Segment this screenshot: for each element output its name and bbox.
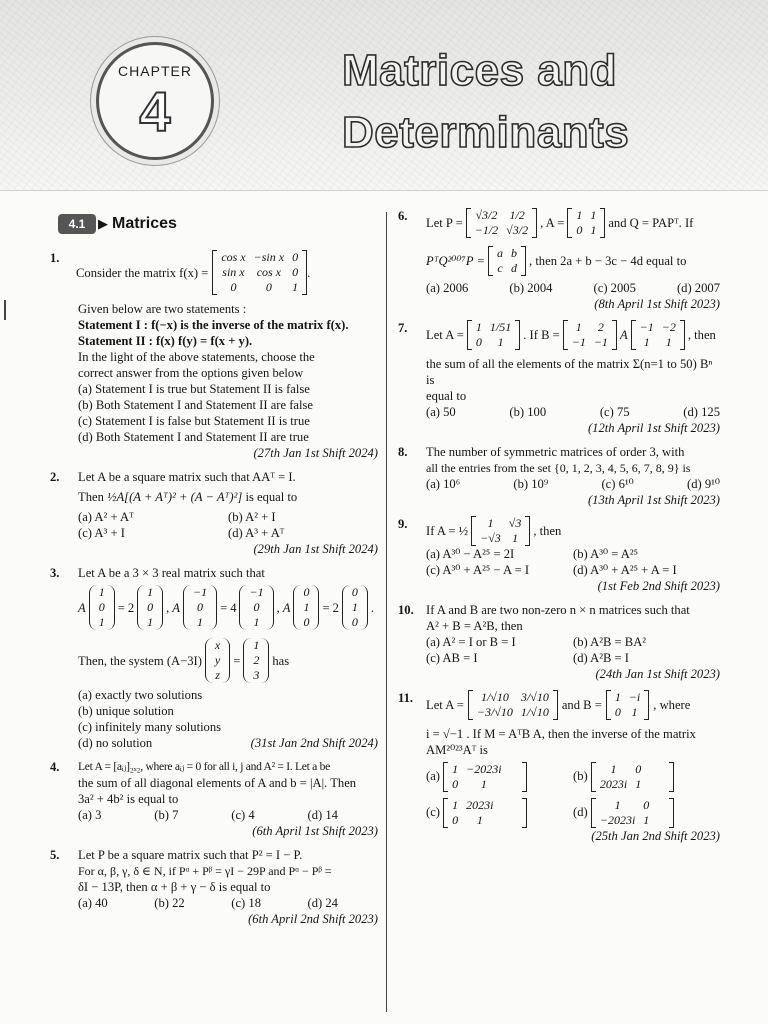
chapter-title-line1: Matrices and (342, 46, 617, 95)
question-text: is equal to (245, 490, 298, 504)
margin-mark (4, 300, 6, 320)
option-c: (c) infinitely many solutions (78, 720, 222, 734)
question-text: If A = ½ (426, 524, 469, 538)
option-a: (a) exactly two solutions (78, 688, 203, 702)
question-text: The number of symmetric matrices of order 3, with (426, 445, 685, 459)
matrix-B2: −1 −2 1 1 (631, 320, 685, 350)
question-text: Let A = [aᵢⱼ]₂ₓ₂, where aᵢⱼ = 0 for all i, j and A² = I. Let a be (78, 760, 330, 773)
question-1: 1. Consider the matrix f(x) = cos x −sin x 0 sin x cos x 0 0 0 1 . Given below are two statements : Statement I : f(−x) is the inverse of the matrix f(x). Statement II : f(x) f(y) = f(x + y). In the light of the above statements, choose the correct answer from the options given below (a) Statement I is true but Statement II is false (b) Both Statement I and Statement II are false (c) Statement I is false but Statement II is true (d) Both Statement I and Statement II are true (27th Jan 1st Shift 2024) (50, 250, 378, 460)
question-text: Let A = (426, 698, 464, 712)
option-d: (d) no solution (78, 736, 153, 750)
question-9 (398, 516, 720, 594)
option-c: (c) 1 2023i 0 1 (426, 798, 573, 828)
option-b: (b) 10⁹ (513, 477, 549, 491)
question-text: Let P be a square matrix such that P² = I − P. (78, 848, 303, 862)
left-column (50, 208, 378, 935)
column-divider (386, 212, 387, 1012)
section-badge: 4.1 (58, 214, 96, 234)
exam-source: (12th April 1st Shift 2023) (587, 421, 720, 435)
eigen-equations: A 1 0 1 = 2 1 0 1 , A −1 0 1 = 4 −1 0 1 , A 0 1 0 = 2 0 1 0 . (78, 585, 375, 629)
question-text: A² + B = A²B, then (426, 619, 523, 633)
question-8 (398, 444, 720, 508)
matrix-P: √3/2 1/2 −1/2 √3/2 (466, 208, 537, 238)
exam-source: (6th April 2nd Shift 2023) (248, 912, 378, 926)
question-number: 11. (398, 691, 414, 705)
option-d: (d) 14 (307, 808, 338, 822)
chapter-title-line2: Determinants (342, 108, 630, 157)
question-text: If A and B are two non-zero n × n matrices such that (426, 603, 690, 617)
question-7: 7. Let A = 1 1/51 0 1 . If B = 1 2 −1 −1 A −1 −2 1 1 , then the sum of all the elements of the matrix Σ(n=1 to 50) Bⁿ is equal to (a) 50 (b) 100 (c) 75 (d) 125 (12th April 1st Shift 2023) (398, 320, 720, 435)
question-text: δI − 13P, then α + β + γ − δ is equal to (78, 880, 271, 894)
question-text: equal to (426, 389, 467, 403)
question-number: 7. (398, 321, 408, 335)
question-text: , then (533, 524, 562, 538)
option-c: (c) 2005 (593, 281, 636, 295)
exam-source: (1st Feb 2nd Shift 2023) (597, 579, 720, 593)
question-number: 5. (50, 848, 60, 862)
option-d: (d) 9¹⁰ (687, 477, 720, 491)
question-text: 3a² + 4b² is equal to (78, 792, 179, 806)
exam-source: (27th Jan 1st Shift 2024) (253, 446, 378, 460)
question-number: 10. (398, 603, 414, 617)
option-d: (d) 24 (307, 896, 338, 910)
matrix-A: 1 1 0 1 (567, 208, 605, 238)
option-d: (d) 1 0 −2023i 1 (573, 798, 720, 828)
question-text: i = √−1 . If M = AᵀB A, then the inverse of the matrix (426, 727, 696, 741)
matrix-A: 1/√10 3/√10 −3/√10 1/√10 (468, 690, 558, 720)
option-a: (a) 40 (78, 896, 108, 910)
chapter-badge (96, 42, 214, 160)
option-a: (a) A³⁰ − A²⁵ = 2I (426, 547, 515, 561)
option-a: (a) 50 (426, 405, 456, 419)
option-a: (a) 1 −2023i 0 1 (426, 762, 573, 792)
option-c: (c) 6¹⁰ (601, 477, 634, 491)
question-text: the sum of all the elements of the matrix Σ(n=1 to 50) Bⁿ is (426, 357, 713, 387)
matrix-fx: cos x −sin x 0 sin x cos x 0 0 0 1 (212, 250, 307, 295)
question-text: AM²⁰²³Aᵀ is (426, 743, 488, 757)
option-d: (d) 125 (683, 405, 720, 419)
option-a: (a) Statement I is true but Statement II is false (78, 382, 310, 396)
option-c: (c) AB = I (426, 651, 478, 665)
question-text: . If B = (523, 328, 560, 342)
matrix-A: 1 √3 −√3 1 (471, 516, 530, 546)
system-equation: Then, the system (A−3I) x y z = 1 2 3 has (78, 638, 290, 682)
option-d: (d) A²B = I (573, 651, 630, 665)
question-number: 1. (50, 251, 60, 265)
question-number: 3. (50, 566, 60, 580)
option-c: (c) 4 (231, 808, 255, 822)
question-text: In the light of the above statements, choose the (78, 350, 315, 364)
section-title: Matrices (112, 215, 177, 232)
exam-source: (8th April 1st Shift 2023) (594, 297, 720, 311)
option-b: (b) 22 (154, 896, 185, 910)
exam-source: (31st Jan 2nd Shift 2024) (250, 736, 378, 750)
option-c: (c) 18 (231, 896, 261, 910)
question-text: , then (687, 328, 716, 342)
expression: ½A[(A + Aᵀ)² + (A − Aᵀ)²] (107, 490, 243, 504)
matrix-A: 1 1/51 0 1 (467, 320, 520, 350)
question-5 (50, 847, 378, 927)
question-text: and Q = PAPᵀ. If (608, 216, 694, 230)
question-text: , then 2a + b − 3c − 4d equal to (529, 254, 687, 268)
matrix-B: 1 −i 0 1 (606, 690, 649, 720)
play-arrow-icon: ▶ (98, 216, 108, 231)
question-text: Let A be a 3 × 3 real matrix such that (78, 566, 265, 580)
question-text: For α, β, γ, δ ∈ N, if Pᵅ + Pᵝ = γI − 29P and Pᵅ − Pᵝ = (78, 864, 332, 878)
question-text: has (272, 653, 290, 668)
option-b: (b) A³⁰ = A²⁵ (573, 547, 639, 561)
right-column (400, 208, 720, 852)
chapter-number: 4 (139, 80, 171, 143)
option-c: (c) A³⁰ + A²⁵ − A = I (426, 563, 530, 577)
option-b: (b) 100 (509, 405, 547, 419)
question-number: 9. (398, 517, 408, 531)
question-text: Let P = (426, 216, 463, 230)
question-text: , A = (540, 216, 565, 230)
statement-2: Statement II : f(x) f(y) = f(x + y). (78, 334, 253, 348)
question-text: correct answer from the options given below (78, 366, 304, 380)
question-text: , where (653, 698, 691, 712)
matrix-abcd: a b c d (488, 246, 526, 276)
question-text: PᵀQ²⁰⁰⁷P = (426, 254, 486, 268)
option-a: (a) 2006 (426, 281, 469, 295)
question-4 (50, 759, 378, 839)
chapter-label: CHAPTER (118, 63, 192, 79)
question-10 (398, 602, 720, 682)
question-2 (50, 469, 378, 557)
option-a: (a) 3 (78, 808, 102, 822)
option-b: (b) 2004 (509, 281, 553, 295)
question-text: Given below are two statements : (78, 302, 247, 316)
exam-source: (6th April 1st Shift 2023) (252, 824, 378, 838)
question-number: 4. (50, 760, 60, 774)
exam-source: (13th April 1st Shift 2023) (587, 493, 720, 507)
option-a: (a) A² = I or B = I (426, 635, 516, 649)
option-b: (b) A² + I (228, 510, 276, 524)
option-a: (a) 10⁶ (426, 477, 461, 491)
option-d: (d) A³⁰ + A²⁵ + A = I (573, 563, 677, 577)
question-text: the sum of all diagonal elements of A and b = |A|. Then (78, 776, 357, 790)
option-c: (c) Statement I is false but Statement II is true (78, 414, 310, 428)
exam-source: (29th Jan 1st Shift 2024) (253, 542, 378, 556)
question-number: 2. (50, 470, 60, 484)
option-a: (a) A² + Aᵀ (78, 510, 134, 524)
question-number: 8. (398, 445, 408, 459)
question-text: Then, the system (A−3I) (78, 653, 202, 668)
question-text: all the entries from the set {0, 1, 2, 3, 4, 5, 6, 7, 8, 9} is (426, 461, 691, 475)
statement-1: Statement I : f(−x) is the inverse of the matrix f(x). (78, 318, 349, 332)
matrix-B1: 1 2 −1 −1 (563, 320, 617, 350)
option-d: (d) A³ + Aᵀ (228, 526, 285, 540)
section-heading (58, 214, 378, 234)
option-d: (d) 2007 (676, 281, 720, 295)
option-c: (c) A³ + I (78, 526, 125, 540)
question-6 (398, 208, 720, 312)
question-text: Let A be a square matrix such that AAᵀ = I. (78, 470, 296, 484)
option-b: (b) 1 0 2023i 1 (573, 762, 720, 792)
option-b: (b) unique solution (78, 704, 174, 718)
question-text: Consider the matrix f(x) = (76, 265, 209, 280)
question-number: 6. (398, 209, 408, 223)
option-d: (d) Both Statement I and Statement II are true (78, 430, 309, 444)
question-text: Let A = (426, 328, 464, 342)
option-b: (b) A²B = BA² (573, 635, 647, 649)
chapter-title (342, 40, 629, 164)
option-b: (b) Both Statement I and Statement II are false (78, 398, 314, 412)
chapter-header (0, 0, 768, 191)
exam-source: (25th Jan 2nd Shift 2023) (591, 829, 720, 843)
question-11 (398, 690, 720, 844)
question-text: Then (78, 490, 104, 504)
option-b: (b) 7 (154, 808, 179, 822)
question-3 (50, 565, 378, 751)
option-c: (c) 75 (599, 405, 630, 419)
question-text: and B = (561, 698, 602, 712)
exam-source: (24th Jan 1st Shift 2023) (595, 667, 720, 681)
